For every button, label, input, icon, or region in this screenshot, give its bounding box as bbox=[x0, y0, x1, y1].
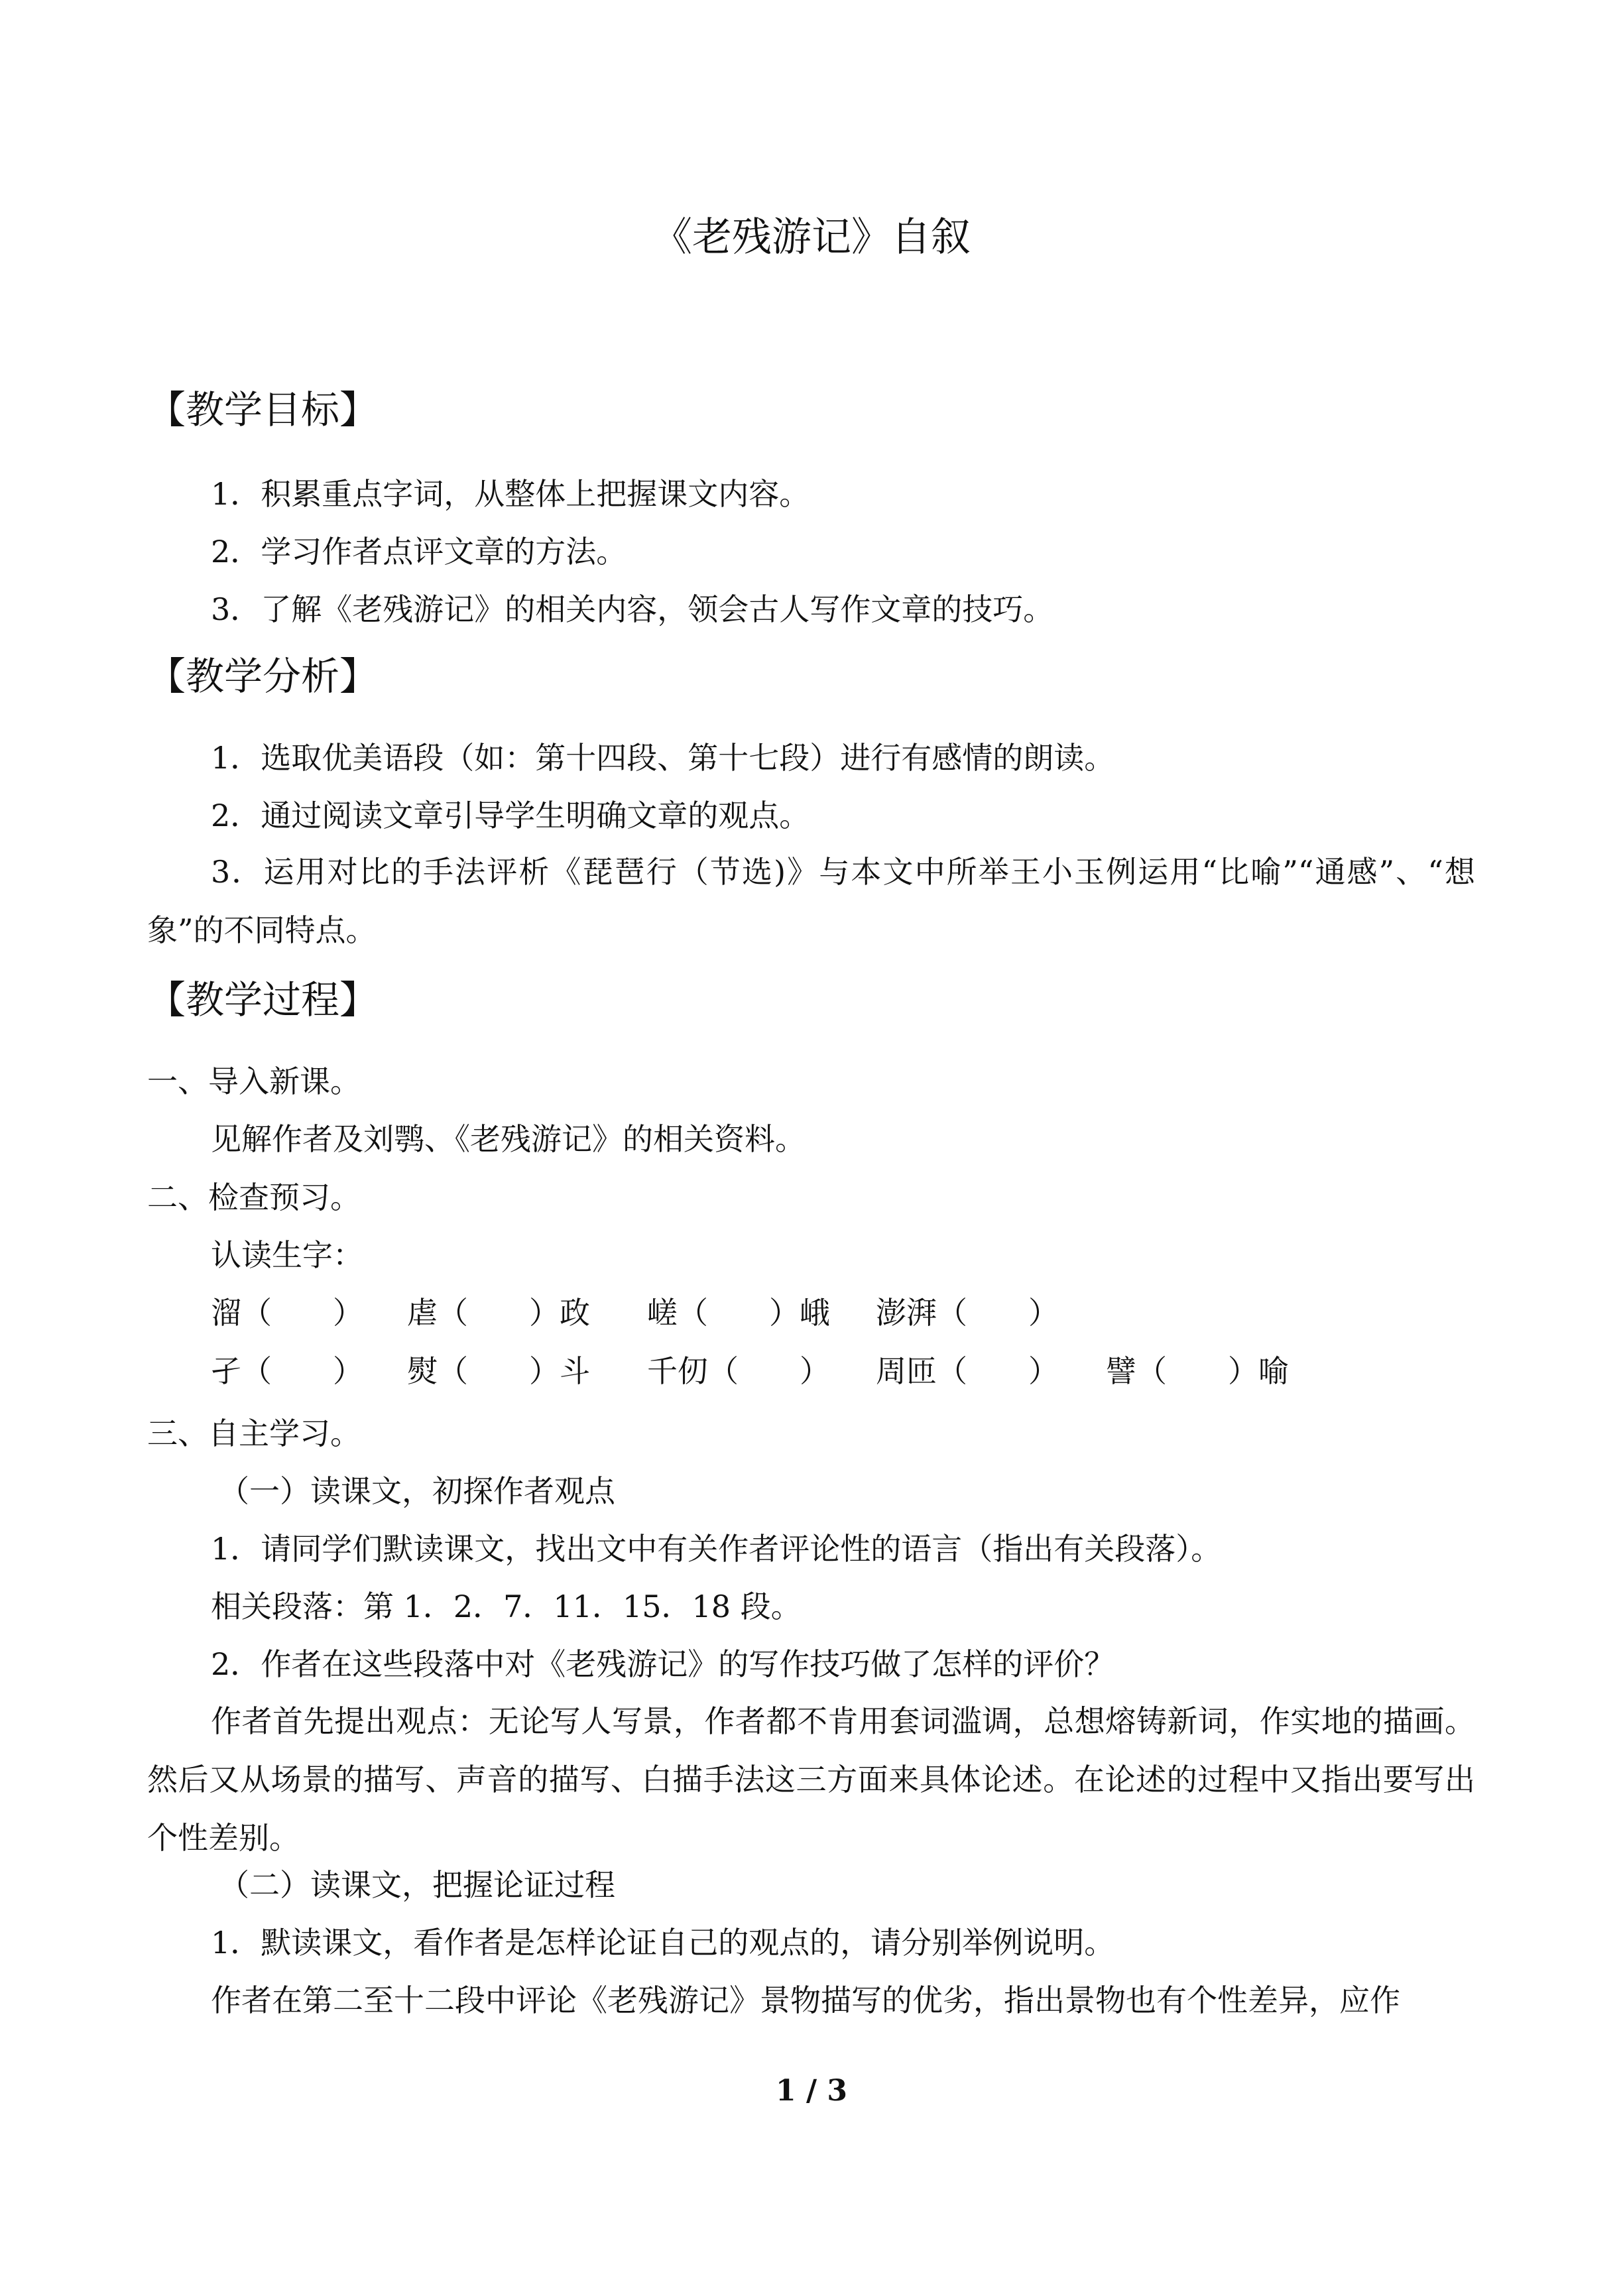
vocab-item: 溜（ ） bbox=[211, 1295, 363, 1331]
vocab-item: 孑（ ） bbox=[211, 1353, 363, 1389]
part-title-preview: 二、检查预习。 bbox=[147, 1179, 361, 1215]
question: 2．作者在这些段落中对《老残游记》的写作技巧做了怎样的评价？ bbox=[211, 1646, 1115, 1682]
page-number: 1 / 3 bbox=[776, 2074, 847, 2108]
part-title-intro: 一、导入新课。 bbox=[147, 1063, 361, 1099]
objective-item: 3．了解《老残游记》的相关内容，领会古人写作文章的技巧。 bbox=[211, 591, 1054, 627]
intro-text: 见解作者及刘鹗、《老残游记》的相关资料。 bbox=[211, 1121, 806, 1157]
page-title: 《老残游记》自叙 bbox=[652, 214, 971, 261]
question: 1．默读课文，看作者是怎样论证自己的观点的，请分别举例说明。 bbox=[211, 1925, 1115, 1961]
analysis-item: 3．运用对比的手法评析《琵琶行（节选)》与本文中所举王小玉例运用“比喻”“通感”、“想象”的不同特点。 bbox=[147, 854, 1475, 948]
vocab-item: 周匝（ ） bbox=[876, 1353, 1059, 1389]
vocab-item: 譬（ ）喻 bbox=[1106, 1353, 1289, 1389]
section-heading-process: 【教学过程】 bbox=[147, 977, 379, 1022]
analysis-item: 2．通过阅读文章引导学生明确文章的观点。 bbox=[211, 798, 810, 833]
vocab-item: 熨（ ）斗 bbox=[407, 1353, 590, 1389]
vocab-label: 认读生字： bbox=[211, 1237, 363, 1273]
subsection-title: （一）读课文，初探作者观点 bbox=[219, 1473, 615, 1509]
answer-paragraph: 作者在第二至十二段中评论《老残游记》景物描写的优劣，指出景物也有个性差异，应作 bbox=[211, 1982, 1400, 2018]
objective-item: 2．学习作者点评文章的方法。 bbox=[211, 534, 627, 570]
question: 1．请同学们默读课文，找出文中有关作者评论性的语言（指出有关段落）。 bbox=[211, 1531, 1222, 1567]
part-title-self-study: 三、自主学习。 bbox=[147, 1416, 361, 1451]
vocab-item: 虐（ ）政 bbox=[407, 1295, 590, 1331]
answer: 相关段落：第 1．2．7．11．15．18 段。 bbox=[211, 1589, 802, 1624]
answer-paragraph: 作者首先提出观点：无论写人写景，作者都不肯用套词滥调，总想熔铸新词，作实地的描画。然后又从场景的描写、声音的描写、白描手法这三方面来具体论述。在论述的过程中又指出要写出个性差别。 bbox=[147, 1703, 1475, 1856]
analysis-item: 1．选取优美语段（如：第十四段、第十七段）进行有感情的朗读。 bbox=[211, 740, 1115, 776]
vocab-item: 澎湃（ ） bbox=[876, 1295, 1059, 1331]
vocab-item: 嵯（ ）峨 bbox=[647, 1295, 830, 1331]
objective-item: 1．积累重点字词，从整体上把握课文内容。 bbox=[211, 476, 810, 512]
section-heading-analysis: 【教学分析】 bbox=[147, 654, 379, 699]
vocab-row bbox=[211, 1293, 1338, 1333]
vocab-row bbox=[211, 1351, 1338, 1391]
vocab-item: 千仞（ ） bbox=[647, 1353, 830, 1389]
section-heading-objectives: 【教学目标】 bbox=[147, 387, 379, 432]
subsection-title: （二）读课文，把握论证过程 bbox=[219, 1867, 615, 1903]
